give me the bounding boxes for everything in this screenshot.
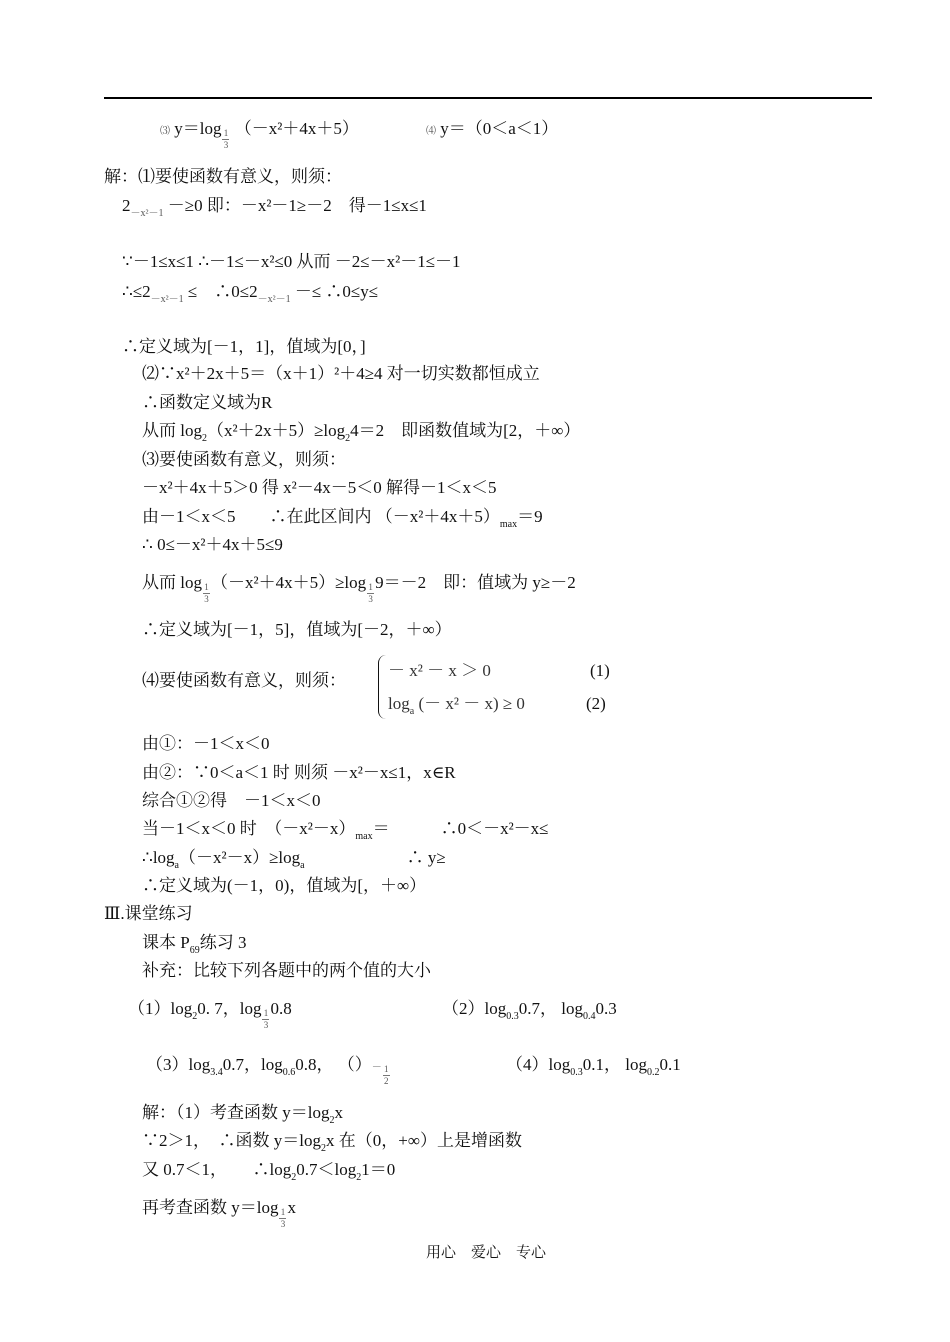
solution4-line1: ⑷要使函数有意义，则须： (142, 671, 346, 690)
solution4-line2: 由①：－1＜x＜0 (142, 734, 270, 753)
solution4-line6: $\therefore\log_a(-x^2-x)\ge\log_a$ ∴ y≥ (142, 848, 446, 871)
page-footer: 用心 爱心 专心 (426, 1245, 547, 1261)
problem-4: ⑷ y＝（0＜a＜1） (426, 119, 559, 138)
fraction-one-third: $\frac{1}{3}$ (223, 127, 229, 150)
solution3-line5: 从而 log $\frac{1}{3}$ （－x²＋4x＋5）≥log $\frac{1}{3}$ 9＝－2 即：值域为 y≥－2 (142, 573, 576, 604)
fraction-one-third: $\frac{1}{3}$ (263, 1007, 269, 1030)
equation-system-brace (378, 655, 387, 719)
solution2-line1: ⑵∵x²＋2x＋5＝（x＋1）²＋4≥4 对一切实数都恒成立 (142, 364, 540, 383)
equation-1: － x² － x ＞ 0 (388, 661, 491, 680)
header-rule (104, 97, 872, 99)
solution4-line4: 综合①②得 －1＜x＜0 (142, 791, 321, 810)
fraction-one-third: $\frac{1}{3}$ (280, 1206, 286, 1229)
answer-line1: 解：（1）考查函数 $y=\log_2x$ (142, 1103, 343, 1126)
fraction-one-half: $\frac{1}{2}$ (383, 1063, 389, 1086)
solution1-line2: ∵－1≤x≤1 ∴－1≤－x²≤0 从而 －2≤－x²－1≤－1 (122, 252, 461, 271)
fraction-one-third: $\frac{1}{3}$ (204, 581, 209, 604)
solution1-line3: $\therefore\le 2_{-x^2-1}$ ≤ $\therefore 0\le 2_{-x^2-1}$ －≤ ∴0≤y≤ (122, 282, 379, 305)
section3-line2: 补充：比较下列各题中的两个值的大小 (142, 961, 431, 980)
exercise-2: $(2)\log_{0.3}0.7$， $\log_{0.4}0.3$ (442, 999, 617, 1022)
solution3-line3: 由－1＜x＜5 ∴在此区间内 $(-x^2+4x+5)_{max}=9$ (142, 507, 543, 530)
solution4-line7: ∴定义域为(－1，0)，值域为[，＋∞） (142, 876, 427, 895)
solution3-line6: ∴定义域为[－1，5]，值域为[－2，＋∞） (142, 620, 452, 639)
exercise-4: $(4)\log_{0.3}0.1$， $\log_{0.2}0.1$ (506, 1055, 681, 1078)
solution2-line2: ∴函数定义域为R (142, 393, 273, 412)
solution3-line2: －x²＋4x＋5＞0 得 x²－4x－5＜0 解得－1＜x＜5 (142, 478, 497, 497)
section-title: Ⅲ.课堂练习 (104, 904, 193, 923)
solution3-line4: ∴ 0≤－x²＋4x＋5≤9 (142, 535, 283, 554)
answer-line4: 再考查函数 y＝log $\frac{1}{3}$ x (142, 1198, 296, 1229)
equation-1-number: (1) (590, 661, 610, 680)
exercise-1: $(1)\log_20$. 7，log $\frac{1}{3}$ 0.8 (128, 999, 292, 1030)
equation-2-number: (2) (586, 694, 606, 713)
solution3-line1: ⑶要使函数有意义，则须： (142, 450, 346, 469)
solution1-line1: $2_{-x^2-1} -\ge 0$ 即：－x²－1≥－2 得－1≤x≤1 (122, 196, 427, 219)
section3-line1: 课本 $P_{69}$练习 3 (142, 933, 247, 956)
solution4-line3: 由②：∵0＜a＜1 时 则须 －x²－x≤1，x∈R (142, 763, 456, 782)
solution1-line4: ∴定义域为[－1，1]，值域为[0，] (122, 337, 366, 356)
exercise-3: $(3)\log_{3.4}0.7$，$\log_{0.6}0.8$， （）－ $\frac{1}{2}$ (146, 1055, 389, 1086)
solution4-line5: 当－1＜x＜0 时 $(-x^2-x)_{max}=$ ∴0＜－x²－x≤ (142, 819, 549, 842)
answer-line2: ∵2＞1， ∴函数 $y=\log_2x$ 在（0，+∞）上是增函数 (142, 1131, 522, 1154)
fraction-one-third: $\frac{1}{3}$ (368, 581, 373, 604)
solution2-line3: 从而 $\log_2(x^2+2x+5)\ge\log_24=2$ 即函数值域为[2，＋∞） (142, 421, 581, 444)
solution1-intro: 解：⑴要使函数有意义，则须： (104, 167, 342, 186)
answer-line3: 又 0.7＜1， $\therefore\log_20.7<\log_21=0$ (142, 1160, 396, 1183)
problem-3: ⑶ y＝log $\frac{1}{3}$ （－x²＋4x＋5） (160, 119, 359, 150)
equation-2: $\log_a$ (－ x² － x) ≥ 0 (388, 694, 525, 717)
